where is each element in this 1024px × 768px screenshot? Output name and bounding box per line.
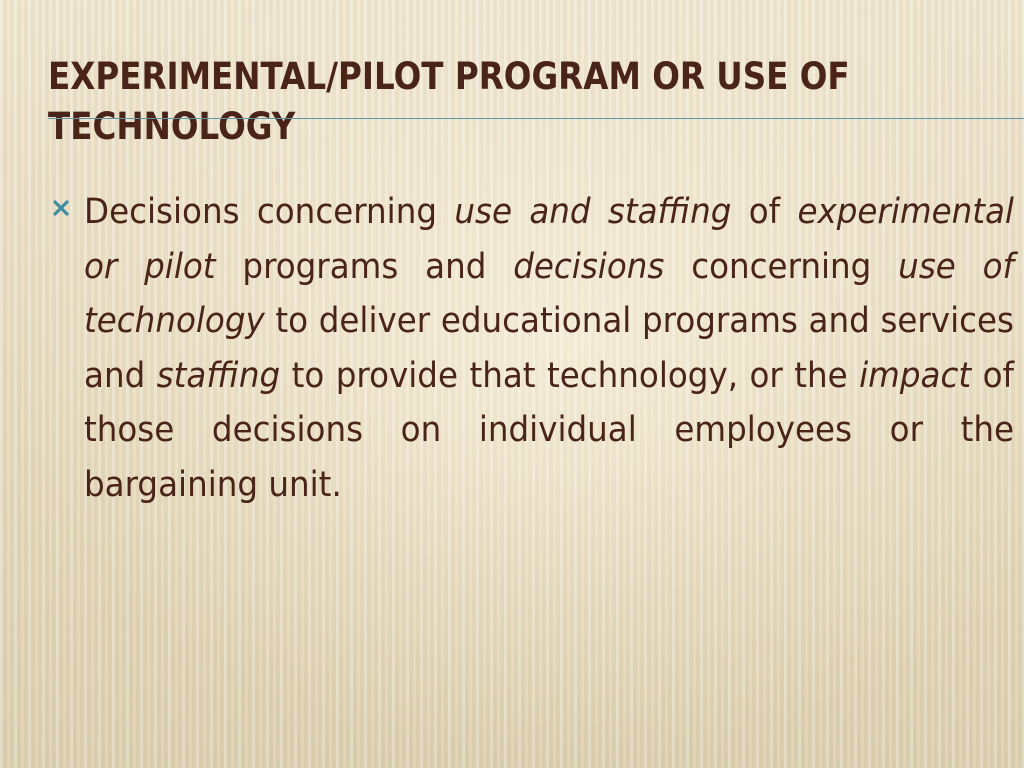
x-mark-icon [52,199,70,217]
bullet-segment: programs and [215,246,514,287]
bullet-segment: to provide that technology, or the [280,355,860,396]
bullet-list [48,185,1015,512]
bullet-segment: to deliver educational programs and services and [84,301,1014,396]
bullet-item [48,185,1015,512]
bullet-segment-emphasis: decisions [513,246,665,287]
bullet-segment: concerning [664,246,899,287]
bullet-segment: of [731,192,798,232]
title-underline [48,118,1024,119]
bullet-segment: of those decisions on individual employees or the bargaining unit. [84,355,1014,505]
bullet-segment-emphasis: experimental or pilot [84,192,1014,287]
bullet-segment-emphasis: impact [859,355,972,396]
bullet-segment: Decisions concerning [84,192,455,232]
bullet-segment-emphasis: use of technology [84,246,1015,341]
bullet-segment-emphasis: staffing [156,355,281,396]
bullet-segment-emphasis: use and staffing [454,192,732,232]
bullet-text [84,185,1014,512]
slide-title: EXPERIMENTAL/PILOT PROGRAM OR USE OF TECHNOLOGY [48,55,850,148]
